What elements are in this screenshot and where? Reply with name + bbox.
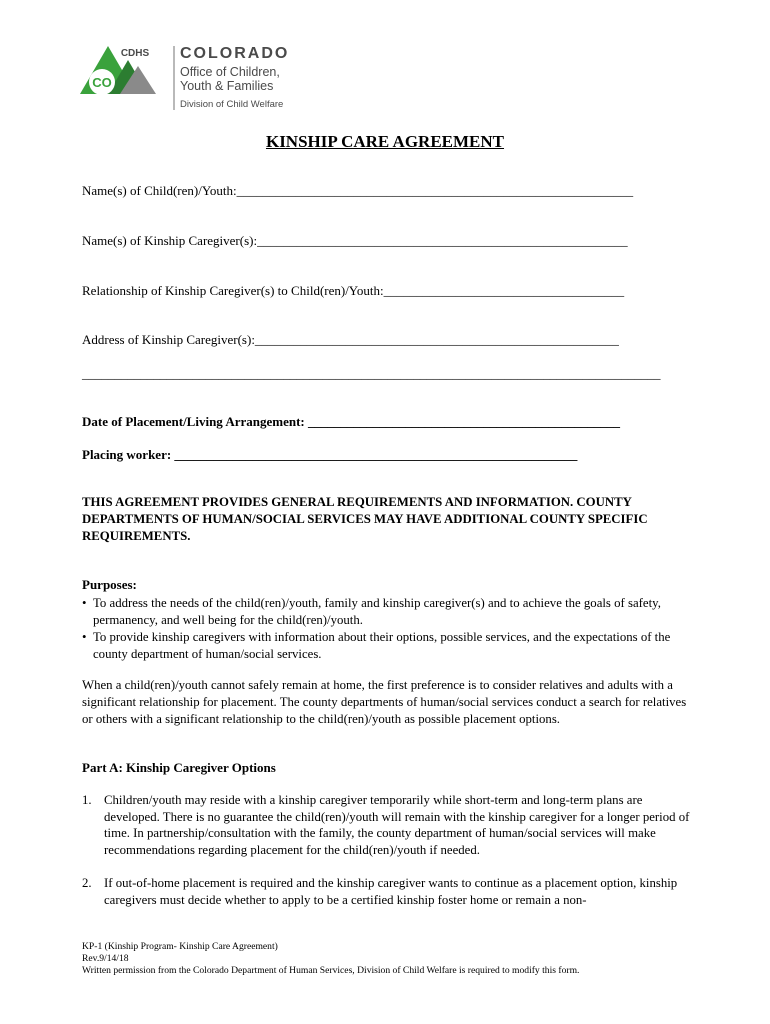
logo-badge-text: CDHS — [120, 48, 150, 59]
part-a-item — [82, 875, 692, 908]
address-field[interactable]: Address of Kinship Caregiver(s):________________________________________________________ — [82, 332, 619, 347]
footer-permission: Written permission from the Colorado Department of Human Services, Division of Child Welfare is required to modify this form. — [82, 965, 580, 976]
purpose-item — [82, 595, 692, 629]
item-number: 2. — [82, 876, 92, 890]
item-text: Children/youth may reside with a kinship caregiver temporarily while short-term and long-term plans are developed. There is no guarantee the child(ren)/youth will remain with the kinship caregiver for a longer period of time. In partnership/consultation with the family, the county department of human/social services will make recommendations regarding placement for the child(ren)/youth if needed. — [104, 793, 690, 857]
purpose-text: To address the needs of the child(ren)/youth, family and kinship caregiver(s) and to achieve the goals of safety, permanency, and well being for the child(ren)/youth. — [93, 596, 661, 627]
logo-division: Division of Child Welfare — [180, 99, 284, 110]
part-a-list-1 — [82, 792, 692, 858]
logo-office-line2: Youth & Families — [180, 79, 274, 93]
item-text: If out-of-home placement is required and the kinship caregiver wants to continue as a placement option, kinship caregivers must decide whether to apply to be a certified kinship foster home or remain a non- — [104, 876, 678, 907]
bullet-icon: • — [82, 630, 87, 644]
relationship-field[interactable]: Relationship of Kinship Caregiver(s) to Child(ren)/Youth:_____________________________________ — [82, 283, 625, 298]
purpose-item — [82, 629, 692, 663]
part-a-heading: Part A: Kinship Caregiver Options — [82, 760, 276, 775]
item-number: 1. — [82, 793, 92, 807]
part-a-list-2 — [82, 875, 692, 908]
bullet-icon: • — [82, 596, 87, 610]
part-a-item — [82, 792, 692, 858]
purposes-heading: Purposes: — [82, 577, 137, 592]
footer-revision: Rev.9/14/18 — [82, 953, 129, 964]
purposes-list — [82, 595, 692, 663]
address-line2-field[interactable]: _________________________________________________________________________________________ — [82, 366, 661, 381]
cdhs-logo-graphic — [80, 44, 320, 114]
logo-office-line1: Office of Children, — [180, 65, 280, 79]
footer-form-id: KP-1 (Kinship Program- Kinship Care Agreement) — [82, 941, 278, 952]
cdhs-logo — [80, 44, 320, 114]
placing-worker-field[interactable]: Placing worker: ______________________________________________________________ — [82, 447, 578, 462]
page-footer — [82, 941, 579, 977]
logo-mark-text: CO — [92, 75, 112, 90]
date-placement-field[interactable]: Date of Placement/Living Arrangement: ________________________________________________ — [82, 414, 621, 429]
child-names-field[interactable]: Name(s) of Child(ren)/Youth:_____________________________________________________________ — [82, 183, 634, 198]
purpose-text: To provide kinship caregivers with information about their options, possible services, and the expectations of the county department of human/social services. — [93, 630, 671, 661]
logo-state: COLORADO — [180, 45, 290, 62]
intro-paragraph: When a child(ren)/youth cannot safely remain at home, the first preference is to consider relatives and adults with a significant relationship for placement. The county departments of human/social services conduct a search for relatives or others with a significant relationship to the child(ren)/youth as possible placement options. — [82, 678, 687, 726]
caregiver-names-field[interactable]: Name(s) of Kinship Caregiver(s):_________________________________________________________ — [82, 233, 628, 248]
page-title: KINSHIP CARE AGREEMENT — [265, 132, 505, 151]
notice-paragraph: THIS AGREEMENT PROVIDES GENERAL REQUIREMENTS AND INFORMATION. COUNTY DEPARTMENTS OF HUMAN/SOCIAL SERVICES MAY HAVE ADDITIONAL COUNTY SPECIFIC REQUIREMENTS. — [82, 495, 648, 543]
